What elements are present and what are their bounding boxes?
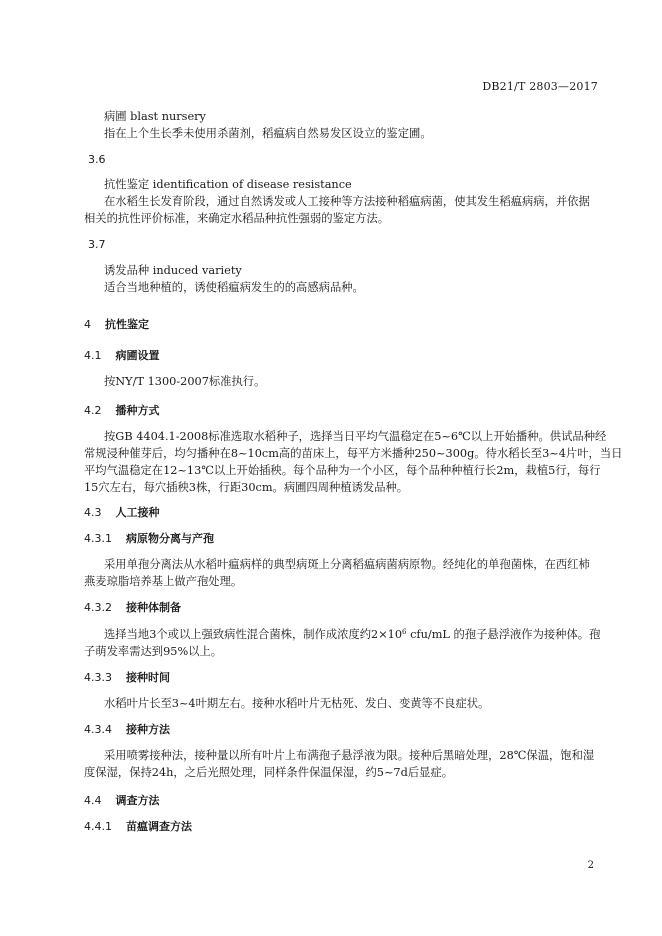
- section-title: 人工接种: [115, 506, 160, 519]
- section-number: 4.3.4: [84, 723, 112, 736]
- section-number: 4.3.1: [84, 532, 112, 545]
- section-heading: [84, 404, 160, 418]
- section-heading: [84, 794, 160, 808]
- definition-resistance: 相关的抗性评价标准，来确定水稻品种抗性强弱的鉴定方法。: [84, 212, 390, 225]
- clause-number: 3.7: [88, 238, 106, 251]
- section-title: 病原物分离与产孢: [126, 532, 214, 545]
- paragraph-line: 采用单孢分离法从水稻叶瘟病样的典型病斑上分离稻瘟病菌病原物。经纯化的单孢菌株，在西红柿: [104, 558, 590, 571]
- paragraph-text: cfu/mL 的孢子悬浮液作为接种体。孢: [406, 628, 601, 641]
- paragraph-line: 采用喷雾接种法，接种量以所有叶片上布满孢子悬浮液为限。接种后黑暗处理，28℃保温，饱和湿: [104, 749, 595, 762]
- section-title: 播种方式: [115, 404, 160, 417]
- page-number: 2: [587, 860, 594, 871]
- exponent: 6: [402, 628, 407, 636]
- paragraph-line: 按NY/T 1300-2007标准执行。: [104, 375, 266, 388]
- term-induced-variety: 诱发品种 induced variety: [104, 264, 242, 277]
- section-number: 4.4: [84, 794, 102, 807]
- section-heading: [84, 671, 170, 685]
- term-resistance: 抗性鉴定 identification of disease resistance: [104, 178, 352, 191]
- section-title: 接种方法: [126, 723, 170, 736]
- section-heading: [84, 349, 160, 363]
- section-heading: [84, 532, 214, 546]
- section-title: 病圃设置: [115, 349, 160, 362]
- paragraph-line: 燕麦琼脂培养基上做产孢处理。: [84, 575, 243, 588]
- definition-induced-variety: 适合当地种植的，诱使稻瘟病发生的的高感病品种。: [104, 281, 364, 294]
- paragraph-line: 子萌发率需达到95%以上。: [84, 645, 223, 658]
- section-title: 接种时间: [126, 671, 170, 684]
- section-heading: [84, 723, 170, 737]
- section-number: 4.1: [84, 349, 102, 362]
- paragraph-line: [104, 628, 600, 642]
- definition-blast-nursery: 指在上个生长季未使用杀菌剂，稻瘟病自然易发区设立的鉴定圃。: [104, 127, 432, 140]
- section-number: 4.4.1: [84, 820, 112, 833]
- section-number: 4: [84, 318, 91, 331]
- document-header: DB21/T 2803—2017: [482, 80, 598, 93]
- section-number: 4.3: [84, 506, 102, 519]
- paragraph-text: 选择当地3个或以上强致病性混合菌株，制作成浓度约2×10: [104, 628, 403, 641]
- paragraph-line: 15穴左右，每穴插秧3株，行距30cm。病圃四周种植诱发品种。: [84, 481, 409, 494]
- section-title: 调查方法: [115, 794, 160, 807]
- paragraph-line: 平均气温稳定在12~13℃以上开始插秧。每个品种为一个小区，每个品种种植行长2m，栽植5行，每行: [84, 464, 601, 477]
- section-heading: [84, 601, 181, 615]
- paragraph-line: 度保湿，保持24h，之后光照处理，同样条件保温保湿，约5~7d后显症。: [84, 766, 454, 779]
- section-heading: [84, 318, 149, 332]
- section-number: 4.3.2: [84, 601, 112, 614]
- clause-number: 3.6: [88, 153, 106, 166]
- section-title: 接种体制备: [126, 601, 181, 614]
- paragraph-line: 常规浸种催芽后，均匀播种在8~10cm高的苗床上，每平方米播种250~300g。待水稻长至3~4片叶，当日: [84, 447, 623, 460]
- section-title: 抗性鉴定: [105, 318, 149, 331]
- definition-resistance: 在水稻生长发育阶段，通过自然诱发或人工接种等方法接种稻瘟病菌，使其发生稻瘟病病，并依据: [104, 195, 590, 208]
- section-number: 4.3.3: [84, 671, 112, 684]
- section-heading: [84, 820, 192, 834]
- paragraph-line: 按GB 4404.1-2008标准选取水稻种子，选择当日平均气温稳定在5~6℃以上开始播种。供试品种经: [104, 430, 607, 443]
- paragraph-line: 水稻叶片长至3~4叶期左右。接种水稻叶片无枯死、发白、变黄等不良症状。: [104, 697, 490, 710]
- term-blast-nursery: 病圃 blast nursery: [104, 110, 206, 123]
- section-title: 苗瘟调查方法: [126, 820, 192, 833]
- section-heading: [84, 506, 160, 520]
- section-number: 4.2: [84, 404, 102, 417]
